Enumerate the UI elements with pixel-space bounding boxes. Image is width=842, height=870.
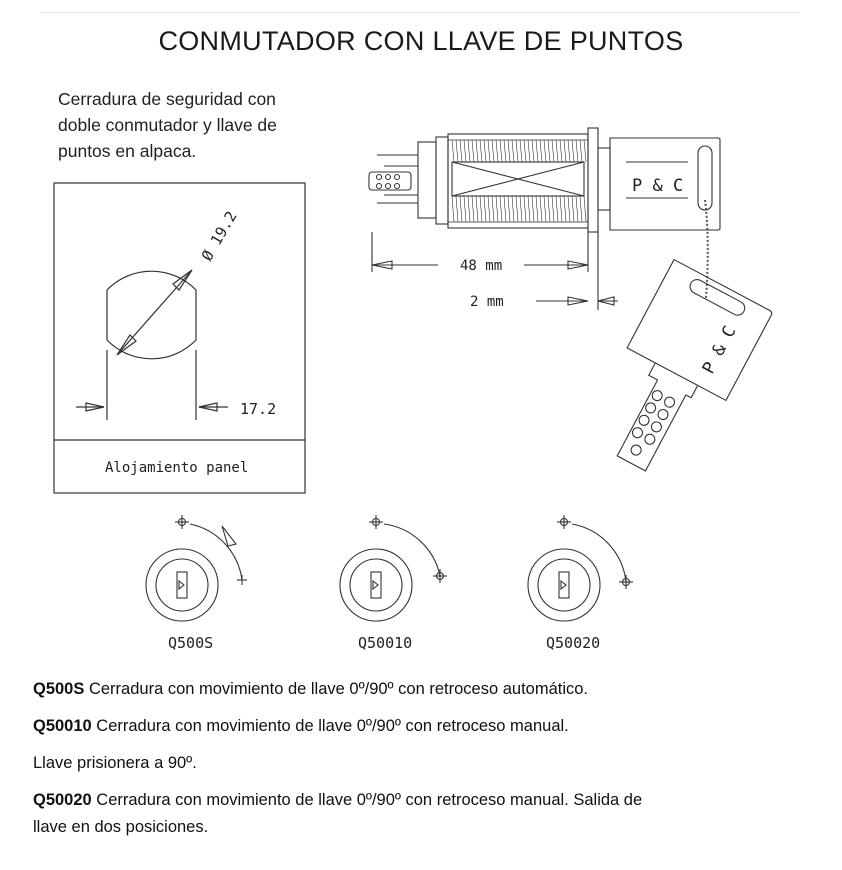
model-diagram-q50010: [340, 515, 447, 621]
spec-line: [33, 676, 588, 702]
side-brand-label: P & C: [632, 176, 684, 196]
spec-text: Cerradura con movimiento de llave 0º/90º con retroceso manual. Salida de: [91, 791, 643, 809]
spec-code: Q50010: [33, 717, 92, 735]
model-diagram-q50020: [528, 515, 633, 621]
spec-code: Q50020: [33, 791, 92, 809]
model-diagram-q500s: [146, 515, 247, 621]
model-code-label: Q50020: [546, 634, 601, 652]
panel-frame: [54, 183, 305, 493]
description-line: doble conmutador y llave de: [58, 115, 277, 135]
flat-width-label: 17.2: [240, 400, 277, 418]
model-code-label: Q500S: [168, 634, 214, 652]
panel-cutout-diagram: [54, 183, 305, 493]
page-title: CONMUTADOR CON LLAVE DE PUNTOS: [158, 26, 684, 56]
description-line: Cerradura de seguridad con: [58, 89, 276, 109]
panel-caption: Alojamiento panel: [105, 460, 249, 476]
description-line: puntos en alpaca.: [58, 141, 197, 161]
spec-line: [33, 814, 208, 840]
spec-line: [33, 750, 197, 776]
spec-text: Cerradura con movimiento de llave 0º/90º con retroceso manual.: [91, 717, 569, 735]
lock-side-view: [369, 128, 720, 310]
diameter-line: [117, 270, 192, 355]
spec-line: [33, 787, 642, 813]
spec-text: Cerradura con movimiento de llave 0º/90º con retroceso automático.: [84, 680, 589, 698]
model-code-label: Q50010: [358, 634, 413, 652]
key-drawing: [580, 260, 773, 489]
thickness-dimension-label: 2 mm: [470, 294, 504, 310]
length-dimension-label: 48 mm: [460, 258, 503, 274]
spec-text: Llave prisionera a 90º.: [33, 754, 197, 772]
spec-line: [33, 713, 569, 739]
key-brand-label: P & C: [698, 322, 741, 378]
spec-code: Q500S: [33, 680, 85, 698]
model-diagrams: [146, 515, 633, 652]
diameter-label: Ø 19.2: [197, 208, 241, 264]
spec-text: llave en dos posiciones.: [33, 818, 209, 836]
